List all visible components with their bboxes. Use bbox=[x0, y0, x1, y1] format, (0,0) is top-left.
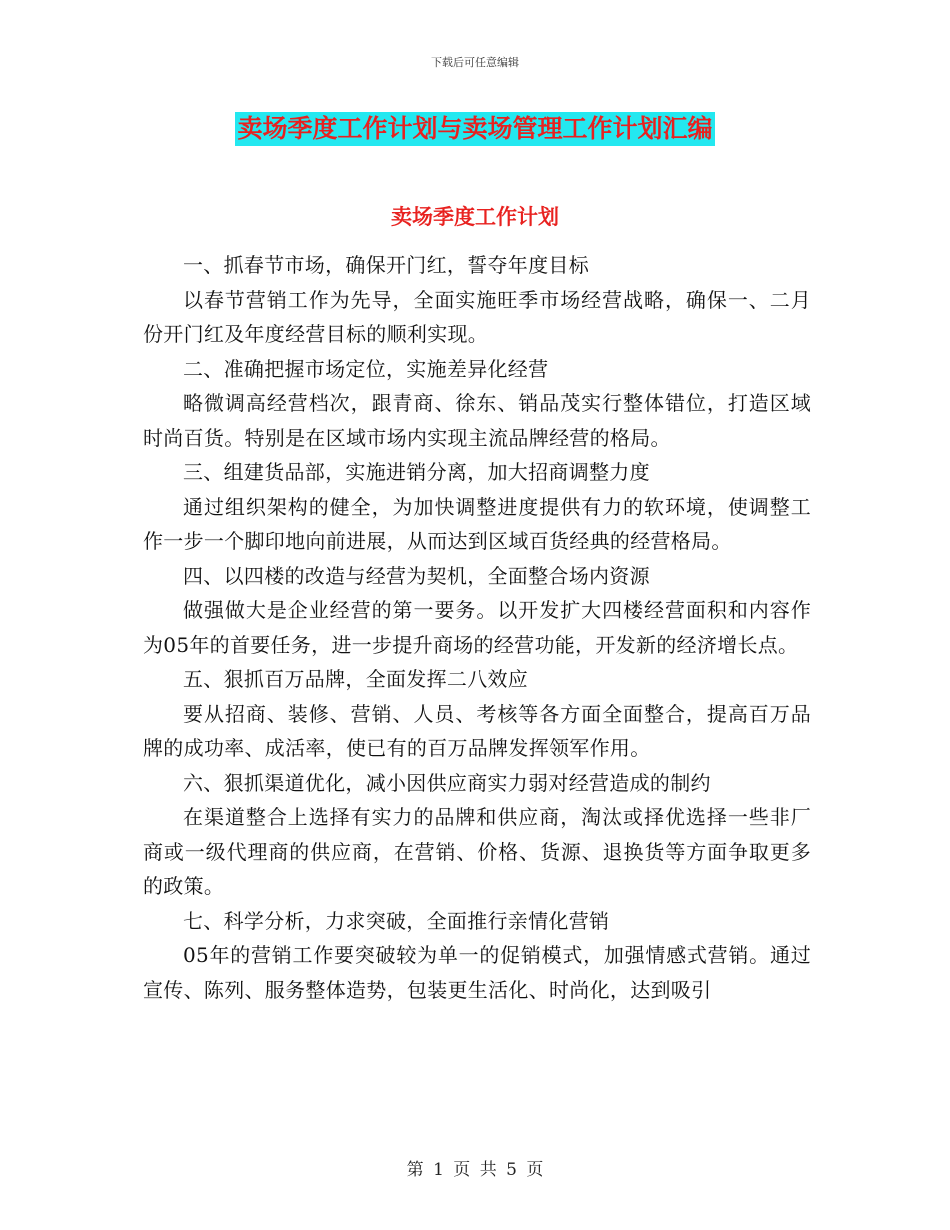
paragraph-6: 在渠道整合上选择有实力的品牌和供应商，淘汰或择优选择一些非厂商或一级代理商的供应商，在营销、价格、货源、退换货等方面争取更多的政策。 bbox=[143, 805, 811, 898]
page-header-note: 下载后可任意编辑 bbox=[431, 56, 519, 69]
paragraph-3: 通过组织架构的健全，为加快调整进度提供有力的软环境，使调整工作一步一个脚印地向前进展，从而达到区域百货经典的经营格局。 bbox=[143, 494, 811, 553]
heading-1: 一、抓春节市场，确保开门红，誓夺年度目标 bbox=[183, 253, 589, 277]
paragraph-1: 以春节营销工作为先导，全面实施旺季市场经营战略，确保一、二月份开门红及年度经营目标的顺利实现。 bbox=[143, 287, 811, 346]
document-title bbox=[0, 112, 950, 146]
heading-6: 六、狠抓渠道优化，减小因供应商实力弱对经营造成的制约 bbox=[183, 770, 711, 795]
heading-2: 二、准确把握市场定位，实施差异化经营 bbox=[183, 356, 549, 381]
heading-4: 四、以四楼的改造与经营为契机，全面整合场内资源 bbox=[183, 563, 650, 588]
document-title-text: 卖场季度工作计划与卖场管理工作计划汇编 bbox=[235, 112, 714, 146]
heading-7: 七、科学分析，力求突破，全面推行亲情化营销 bbox=[183, 908, 610, 933]
paragraph-4: 做强做大是企业经营的第一要务。以开发扩大四楼经营面积和内容作为05年的首要任务，进一步提升商场的经营功能，开发新的经济增长点。 bbox=[143, 598, 811, 657]
heading-5: 五、狠抓百万品牌，全面发挥二八效应 bbox=[183, 667, 529, 691]
page-number: 第 1 页 共 5 页 bbox=[406, 1160, 544, 1180]
document-body bbox=[143, 248, 811, 1007]
paragraph-7: 05年的营销工作要突破较为单一的促销模式，加强情感式营销。通过宣传、陈列、服务整体造势，包装更生活化、时尚化，达到吸引 bbox=[143, 943, 811, 1002]
paragraph-5: 要从招商、装修、营销、人员、考核等各方面全面整合，提高百万品牌的成功率、成活率，使已有的百万品牌发挥领军作用。 bbox=[143, 701, 811, 760]
section-title: 卖场季度工作计划 bbox=[391, 205, 559, 229]
heading-3: 三、组建货品部，实施进销分离，加大招商调整力度 bbox=[183, 460, 650, 484]
paragraph-2: 略微调高经营档次，跟青商、徐东、销品茂实行整体错位，打造区域时尚百货。特别是在区域市场内实现主流品牌经营的格局。 bbox=[143, 391, 811, 450]
